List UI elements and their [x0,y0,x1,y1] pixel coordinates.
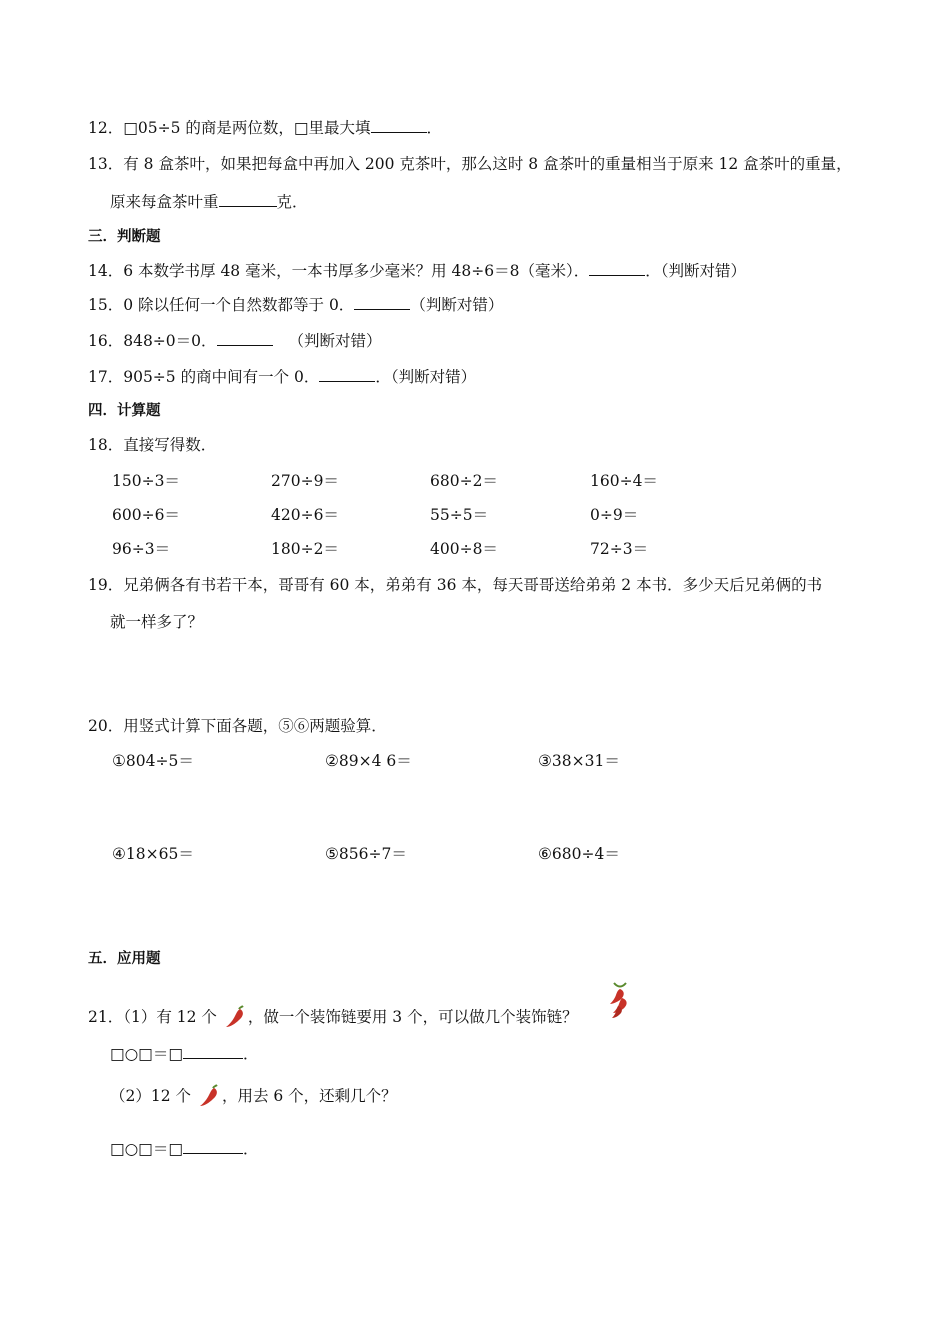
question-13-line1: 13．有 8 盒茶叶，如果把每盒中再加入 200 克茶叶，那么这时 8 盒茶叶的重量相当于原来 12 盒茶叶的重量， [88,155,852,173]
calc-item: ④18×65＝ [112,845,194,863]
question-18-title: 18．直接写得数． [88,436,217,454]
calc-item: 270÷9＝ [271,472,339,490]
calc-item: 150÷3＝ [112,472,180,490]
calc-item: 400÷8＝ [430,540,498,558]
calc-item: ①804÷5＝ [112,752,194,770]
formula-line: □○□＝□ ． [110,1045,259,1063]
question-12: 12．□05÷5 的商是两位数，□里最大填 ． [88,119,443,137]
question-15: 15．0 除以任何一个自然数都等于 0． （判断对错） [88,296,504,314]
question-21-part1: 21．（1）有 12 个 ，做一个装饰链要用 3 个，可以做几个装饰链？ [88,1005,578,1031]
question-16: 16．848÷0＝0． （判断对错） [88,332,382,350]
calc-item: 180÷2＝ [271,540,339,558]
pepper-chain-icon [604,980,636,1020]
answer-blank[interactable] [219,191,277,207]
answer-blank[interactable] [319,366,375,382]
calc-item: 0÷9＝ [590,506,639,524]
formula-line: □○□＝□ ． [110,1140,259,1158]
question-19-line2: 就一样多了？ [110,613,204,631]
answer-blank[interactable] [183,1043,243,1059]
calc-item: ⑤856÷7＝ [325,845,407,863]
question-19-line1: 19．兄弟俩各有书若干本，哥哥有 60 本，弟弟有 36 本，每天哥哥送给弟弟 2 本书．多少天后兄弟俩的书 [88,576,823,594]
calc-item: ③38×31＝ [538,752,620,770]
calc-item: 96÷3＝ [112,540,171,558]
calc-item: ⑥680÷4＝ [538,845,620,863]
question-21-part2: （2）12 个 ，用去 6 个，还剩几个？ [110,1084,397,1110]
chili-pepper-icon [222,1005,248,1031]
answer-blank[interactable] [217,330,273,346]
section-heading: 三．判断题 [88,229,161,245]
section-heading: 四．计算题 [88,403,161,419]
calc-item: 600÷6＝ [112,506,180,524]
calc-item: 55÷5＝ [430,506,489,524]
calc-item: 420÷6＝ [271,506,339,524]
chili-pepper-icon [196,1084,222,1110]
question-17: 17．905÷5 的商中间有一个 0． ．（判断对错） [88,368,477,386]
calc-item: 160÷4＝ [590,472,658,490]
calc-item: 72÷3＝ [590,540,649,558]
calc-item: 680÷2＝ [430,472,498,490]
question-20-title: 20．用竖式计算下面各题，⑤⑥两题验算． [88,717,387,735]
answer-blank[interactable] [354,294,410,310]
answer-blank[interactable] [183,1138,243,1154]
answer-blank[interactable] [371,117,427,133]
question-13-line2: 原来每盒茶叶重 克． [110,193,308,211]
calc-item: ②89×4 6＝ [325,752,412,770]
answer-blank[interactable] [589,260,645,276]
question-14: 14．6 本数学书厚 48 毫米，一本书厚多少毫米？用 48÷6＝8（毫米）． ．（判断对错） [88,262,746,280]
section-heading: 五．应用题 [88,951,161,967]
